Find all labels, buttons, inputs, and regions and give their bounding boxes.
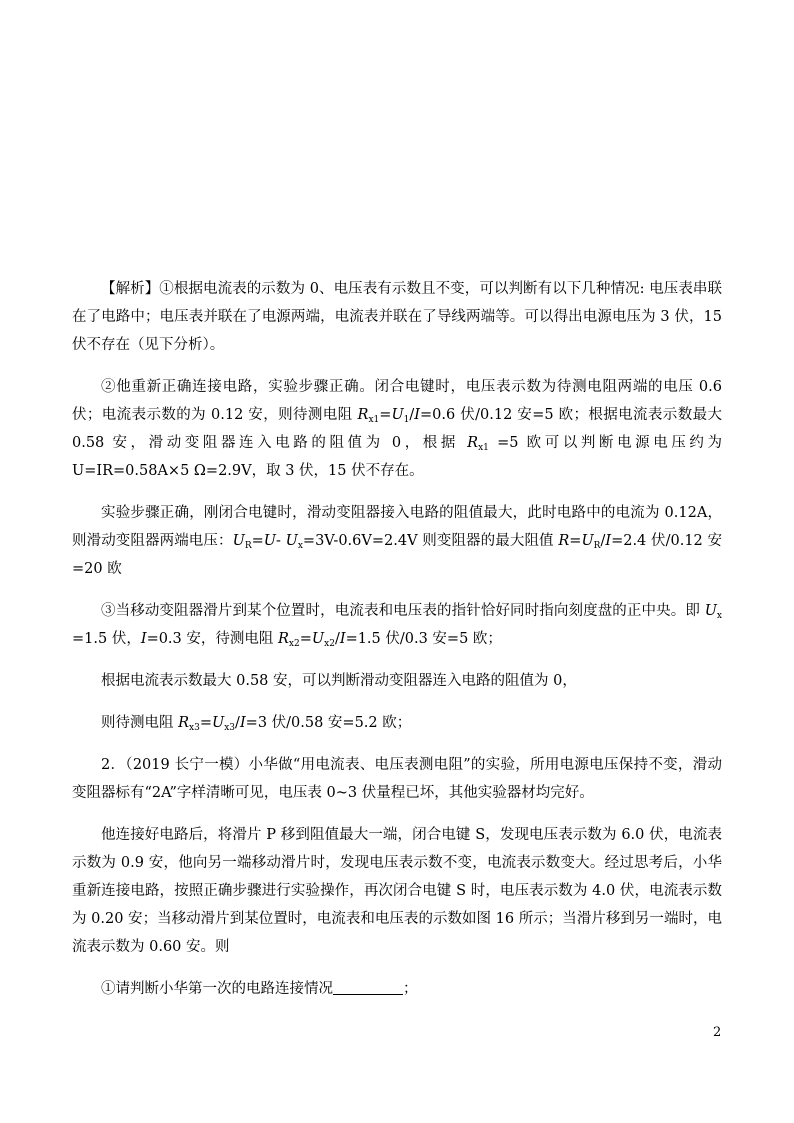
- question-2-stem: 2．（2019 长宁一模）小华做“用电流表、电压表测电阻”的实验，所用电源电压保持不变，滑动变阻器标有“2A”字样清晰可见，电压表 0~3 伏量程已坏，其他实验器材均完好。: [72, 757, 722, 801]
- analysis-paragraph-1: 【解析】①根据电流表的示数为 0、电压表有示数且不变，可以判断有以下几种情况: 电压表串联在了电路中；电压表并联在了电源两端，电流表并联在了导线两端等。可以得出电源电压为 3 伏，15 伏不存在（见下分析）。: [72, 281, 722, 353]
- analysis-paragraph-4: ③当移动变阻器滑片到某个位置时，电流表和电压表的指针恰好同时指向刻度盘的正中央。即 $U_x =1.5$ 伏，I=0.3 安，待测电阻 $R_{x2}=U_{x2}/I=1.5$ 伏/0.3 安=5 欧；: [72, 603, 722, 649]
- answer-blank[interactable]: [333, 978, 403, 995]
- analysis-paragraph-6: 则待测电阻 $R_{x3}=U_{x3}/I=3$ 伏/0.58 安=5.2 欧；: [101, 715, 412, 733]
- document-body: [72, 275, 722, 1017]
- question-2-description: 他连接好电路后，将滑片 P 移到阻值最大一端，闭合电键 S，发现电压表示数为 6.0 伏，电流表示数为 0.9 安，他向另一端移动滑片时，发现电压表示数不变，电流表示数变大。经过思考后，小华重新连接电路，按照正确步骤进行实验操作，再次闭合电键 S 时，电压表示数为 4.0 伏，电流表示数为 0.20 安；当移动滑片到某位置时，电流表和电压表的示数如图 16 所示；当滑片移到另一端时，电流表示数为 0.60 安。则: [72, 827, 722, 955]
- analysis-paragraph-3: 实验步骤正确，刚闭合电键时，滑动变阻器接入电路的阻值最大，此时电路中的电流为 0.12A，则滑动变阻器两端电压：$U_R=U-$ $U_x=3V-0.6V=2.4V$ 则变阻器的最大阻值 $R=U_R/I=2.4$ 伏/0.12 安=20 欧: [72, 505, 722, 577]
- analysis-paragraph-5: 根据电流表示数最大 0.58 安，可以判断滑动变阻器连入电路的阻值为 0，: [101, 673, 577, 689]
- analysis-paragraph-2: ②他重新正确连接电路，实验步骤正确。闭合电键时，电压表示数为待测电阻两端的电压 0.6 伏；电流表示数的为 0.12 安，则待测电阻 $R_{x1}=U_1/I=0.6$ 伏/0.12 安=5 欧；根据电流表示数最大 0.58 安，滑动变阻器连入电路的阻值为 0，根据 $R_{x1} =5$ 欧可以判断电源电压约为 U=IR=0.58A×5 Ω=2.9V，取 3 伏，15 伏不存在。: [72, 379, 722, 479]
- page-number: 2: [713, 1025, 722, 1040]
- question-2-part-1: ①请判断小华第一次的电路连接情况 ；: [72, 975, 722, 1003]
